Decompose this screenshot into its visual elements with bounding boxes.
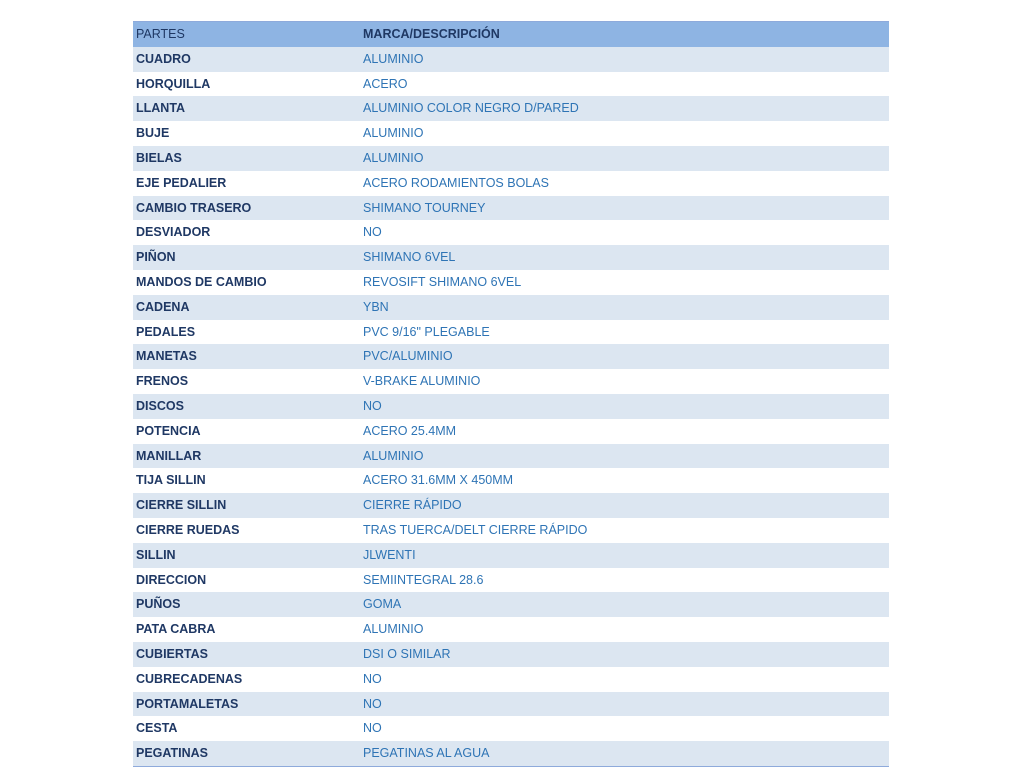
part-name-cell: PEGATINAS: [133, 741, 360, 766]
part-name-cell: CAMBIO TRASERO: [133, 196, 360, 221]
part-description-cell: ACERO 25.4MM: [360, 419, 889, 444]
part-name-cell: MANDOS DE CAMBIO: [133, 270, 360, 295]
part-name-cell: SILLIN: [133, 543, 360, 568]
part-description-cell: YBN: [360, 295, 889, 320]
part-name-cell: PATA CABRA: [133, 617, 360, 642]
part-description-cell: CIERRE RÁPIDO: [360, 493, 889, 518]
part-name-cell: MANETAS: [133, 344, 360, 369]
part-description-cell: SHIMANO TOURNEY: [360, 196, 889, 221]
table-row: [133, 468, 889, 493]
part-name-cell: EJE PEDALIER: [133, 171, 360, 196]
part-description-cell: NO: [360, 692, 889, 717]
part-name-cell: DIRECCION: [133, 568, 360, 593]
part-description-cell: SHIMANO 6VEL: [360, 245, 889, 270]
part-description-cell: PVC 9/16" PLEGABLE: [360, 320, 889, 345]
table-row: [133, 121, 889, 146]
table-row: [133, 518, 889, 543]
part-name-cell: DESVIADOR: [133, 220, 360, 245]
part-description-cell: NO: [360, 716, 889, 741]
table-row: [133, 394, 889, 419]
part-description-cell: ALUMINIO: [360, 617, 889, 642]
table-body: [133, 47, 889, 767]
parts-spec-table: [133, 21, 889, 767]
part-name-cell: CUBIERTAS: [133, 642, 360, 667]
table-row: [133, 320, 889, 345]
table-row: [133, 617, 889, 642]
table-header-row: [133, 22, 889, 47]
table-row: [133, 96, 889, 121]
table-row: [133, 171, 889, 196]
part-description-cell: NO: [360, 220, 889, 245]
part-description-cell: NO: [360, 667, 889, 692]
part-description-cell: ALUMINIO: [360, 444, 889, 469]
part-name-cell: PUÑOS: [133, 592, 360, 617]
part-name-cell: FRENOS: [133, 369, 360, 394]
part-name-cell: CUBRECADENAS: [133, 667, 360, 692]
part-description-cell: ALUMINIO: [360, 121, 889, 146]
part-description-cell: ALUMINIO: [360, 47, 889, 72]
part-description-cell: ALUMINIO COLOR NEGRO D/PARED: [360, 96, 889, 121]
table-row: [133, 592, 889, 617]
table-row: [133, 47, 889, 72]
column-header-brand-description: MARCA/DESCRIPCIÓN: [360, 22, 889, 47]
table-row: [133, 245, 889, 270]
table-row: [133, 692, 889, 717]
part-name-cell: CUADRO: [133, 47, 360, 72]
part-description-cell: TRAS TUERCA/DELT CIERRE RÁPIDO: [360, 518, 889, 543]
part-description-cell: DSI O SIMILAR: [360, 642, 889, 667]
part-description-cell: PEGATINAS AL AGUA: [360, 741, 889, 766]
part-name-cell: LLANTA: [133, 96, 360, 121]
part-description-cell: V-BRAKE ALUMINIO: [360, 369, 889, 394]
part-name-cell: MANILLAR: [133, 444, 360, 469]
part-name-cell: HORQUILLA: [133, 72, 360, 97]
part-description-cell: NO: [360, 394, 889, 419]
part-name-cell: BUJE: [133, 121, 360, 146]
part-name-cell: CESTA: [133, 716, 360, 741]
part-name-cell: DISCOS: [133, 394, 360, 419]
table-row: [133, 444, 889, 469]
part-description-cell: ACERO RODAMIENTOS BOLAS: [360, 171, 889, 196]
part-name-cell: BIELAS: [133, 146, 360, 171]
table-row: [133, 270, 889, 295]
table-row: [133, 568, 889, 593]
table-row: [133, 220, 889, 245]
part-description-cell: ACERO 31.6MM X 450MM: [360, 468, 889, 493]
table-row: [133, 196, 889, 221]
part-name-cell: TIJA SILLIN: [133, 468, 360, 493]
table-row: [133, 344, 889, 369]
part-name-cell: PEDALES: [133, 320, 360, 345]
part-name-cell: CADENA: [133, 295, 360, 320]
table-row: [133, 493, 889, 518]
table-row: [133, 716, 889, 741]
column-header-parts: PARTES: [133, 22, 360, 47]
part-name-cell: CIERRE SILLIN: [133, 493, 360, 518]
part-description-cell: REVOSIFT SHIMANO 6VEL: [360, 270, 889, 295]
table-row: [133, 295, 889, 320]
table-row: [133, 72, 889, 97]
part-name-cell: CIERRE RUEDAS: [133, 518, 360, 543]
table-row: [133, 146, 889, 171]
part-name-cell: PIÑON: [133, 245, 360, 270]
table-row: [133, 642, 889, 667]
table-row: [133, 419, 889, 444]
table-row: [133, 741, 889, 766]
part-description-cell: ACERO: [360, 72, 889, 97]
table-row: [133, 543, 889, 568]
table-row: [133, 369, 889, 394]
part-description-cell: PVC/ALUMINIO: [360, 344, 889, 369]
part-description-cell: JLWENTI: [360, 543, 889, 568]
part-name-cell: PORTAMALETAS: [133, 692, 360, 717]
part-description-cell: SEMIINTEGRAL 28.6: [360, 568, 889, 593]
part-name-cell: POTENCIA: [133, 419, 360, 444]
part-description-cell: ALUMINIO: [360, 146, 889, 171]
part-description-cell: GOMA: [360, 592, 889, 617]
table-row: [133, 667, 889, 692]
